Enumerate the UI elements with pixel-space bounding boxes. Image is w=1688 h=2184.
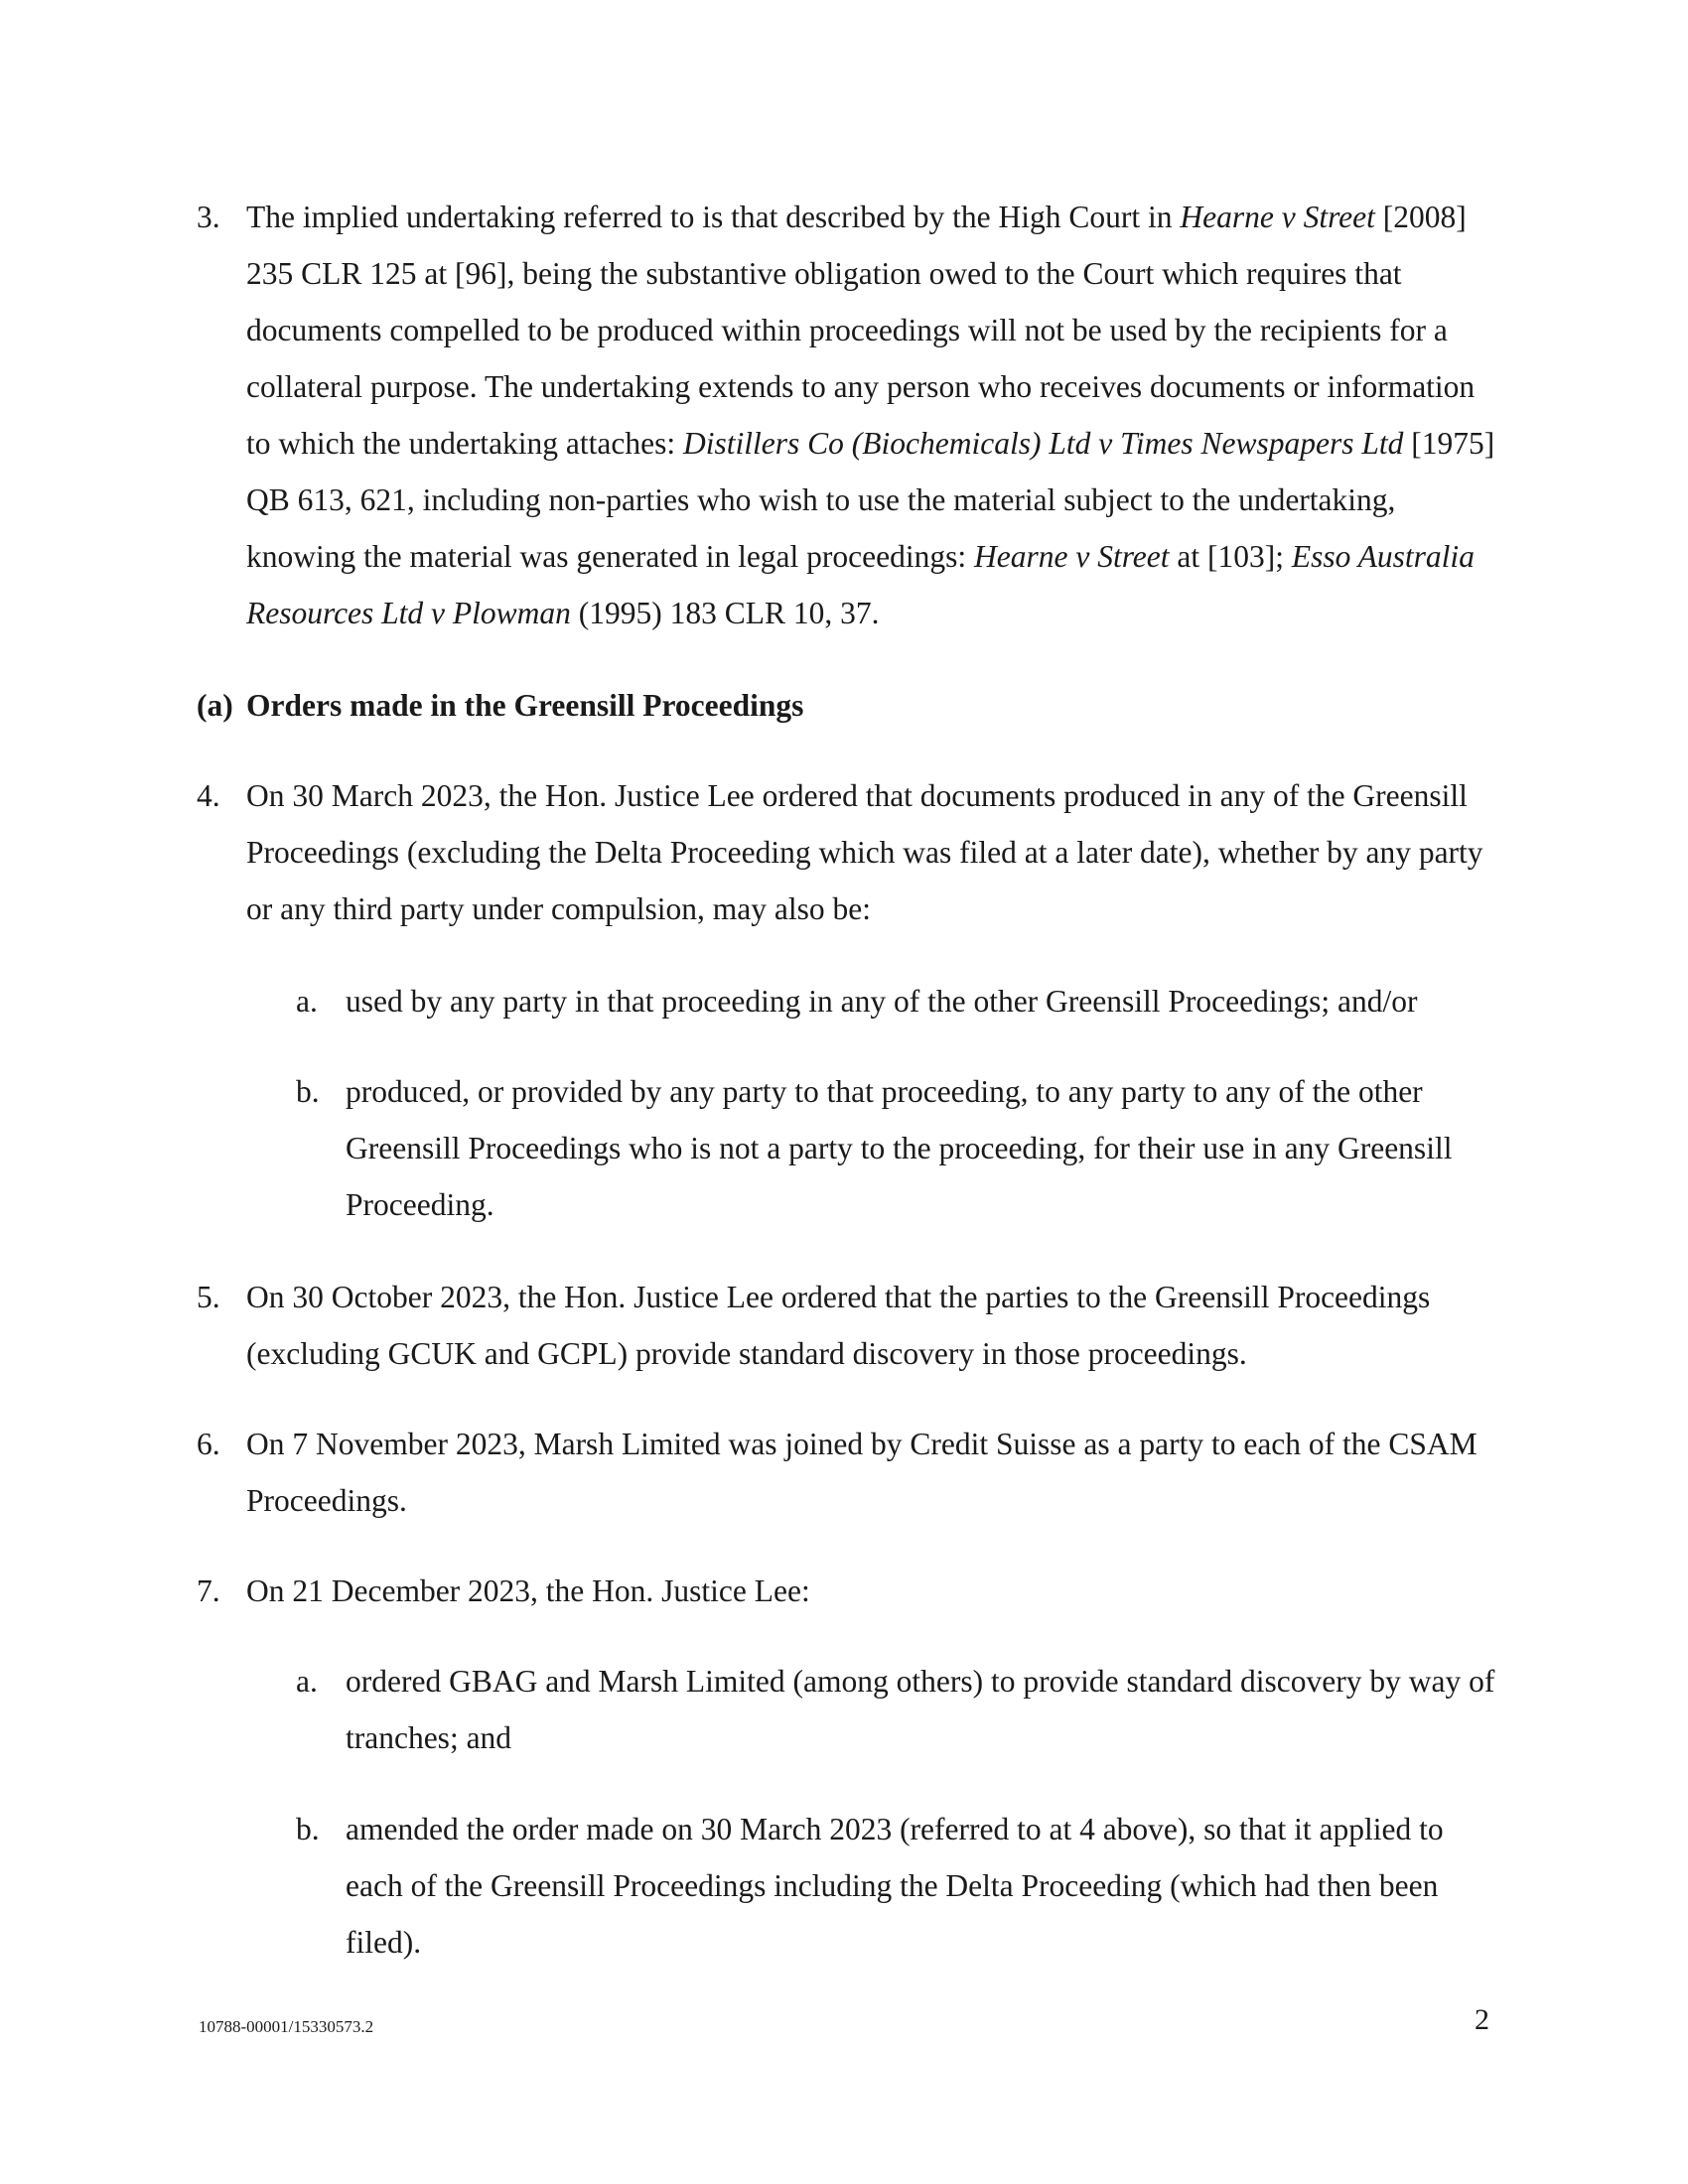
section-heading [197,677,803,734]
paragraph-body: On 30 March 2023, the Hon. Justice Lee ordered that documents produced in any of the Greensill Proceedings (excluding the Delta Proceeding which was filed at a later date), whether by any party or any third party under compulsion, may also be: [246,778,1483,926]
paragraph-7 [197,1563,1497,1619]
sub-item-4a [296,973,1499,1029]
item-label: b. [296,1074,320,1109]
paragraph-number: 7. [197,1573,220,1608]
page-number: 2 [1475,2003,1489,2036]
paragraph-4 [197,767,1497,937]
case-citation: Hearne v Street [974,539,1170,574]
heading-number: (a) [197,688,233,723]
paragraph-number: 3. [197,200,220,234]
item-label: b. [296,1812,320,1846]
sub-item-7a [296,1653,1499,1766]
item-text: produced, or provided by any party to that proceeding, to any party to any of the other Greensill Proceedings who is not a party to the proceeding, for their use in any Greensill Proceeding. [346,1074,1453,1222]
item-label: a. [296,1664,318,1699]
paragraph-body: On 7 November 2023, Marsh Limited was joined by Credit Suisse as a party to each of the CSAM Proceedings. [246,1427,1477,1518]
document-reference: 10788-00001/15330573.2 [199,2017,374,2036]
item-text: amended the order made on 30 March 2023 (referred to at 4 above), so that it applied to each of the Greensill Proceedings including the Delta Proceeding (which had then been filed). [346,1812,1444,1960]
paragraph-5 [197,1269,1497,1382]
text-segment: at [103]; [1169,539,1292,574]
paragraph-number: 6. [197,1427,220,1461]
case-citation: Distillers Co (Biochemicals) Ltd v Times Newspapers Ltd [683,426,1404,461]
text-segment: [2008] 235 CLR 125 at [96], being the substantive obligation owed to the Court which requires that documents compelled to be produced within proceedings will not be used by the recipients for a collateral purpose. The undertaking extends to any person who receives documents or information to which the undertaking attaches: [246,200,1476,461]
paragraph-number: 5. [197,1280,220,1314]
heading-text: Orders made in the Greensill Proceedings [246,688,804,723]
paragraph-body: On 30 October 2023, the Hon. Justice Lee ordered that the parties to the Greensill Proceedings (excluding GCUK and GCPL) provide standard discovery in those proceedings. [246,1280,1431,1371]
sub-item-4b [296,1063,1499,1233]
text-segment: The implied undertaking referred to is that described by the High Court in [246,200,1181,234]
text-segment: [1975] QB 613, 621, including non-parties who wish to use the material subject to the undertaking, knowing the material was generated in legal proceedings: [246,426,1495,574]
paragraph-body: On 21 December 2023, the Hon. Justice Lee: [246,1573,810,1608]
case-citation: Esso Australia Resources Ltd v Plowman [246,539,1475,630]
text-segment: (1995) 183 CLR 10, 37. [570,596,880,630]
paragraph-body [246,189,1497,641]
item-label: a. [296,984,318,1019]
sub-item-7b [296,1801,1499,1971]
case-citation: Hearne v Street [1180,200,1375,234]
item-text: ordered GBAG and Marsh Limited (among others) to provide standard discovery by way of tranches; and [346,1664,1495,1755]
paragraph-3 [197,189,1497,641]
paragraph-number: 4. [197,778,220,813]
item-text: used by any party in that proceeding in any of the other Greensill Proceedings; and/or [346,984,1418,1019]
paragraph-6 [197,1416,1497,1529]
